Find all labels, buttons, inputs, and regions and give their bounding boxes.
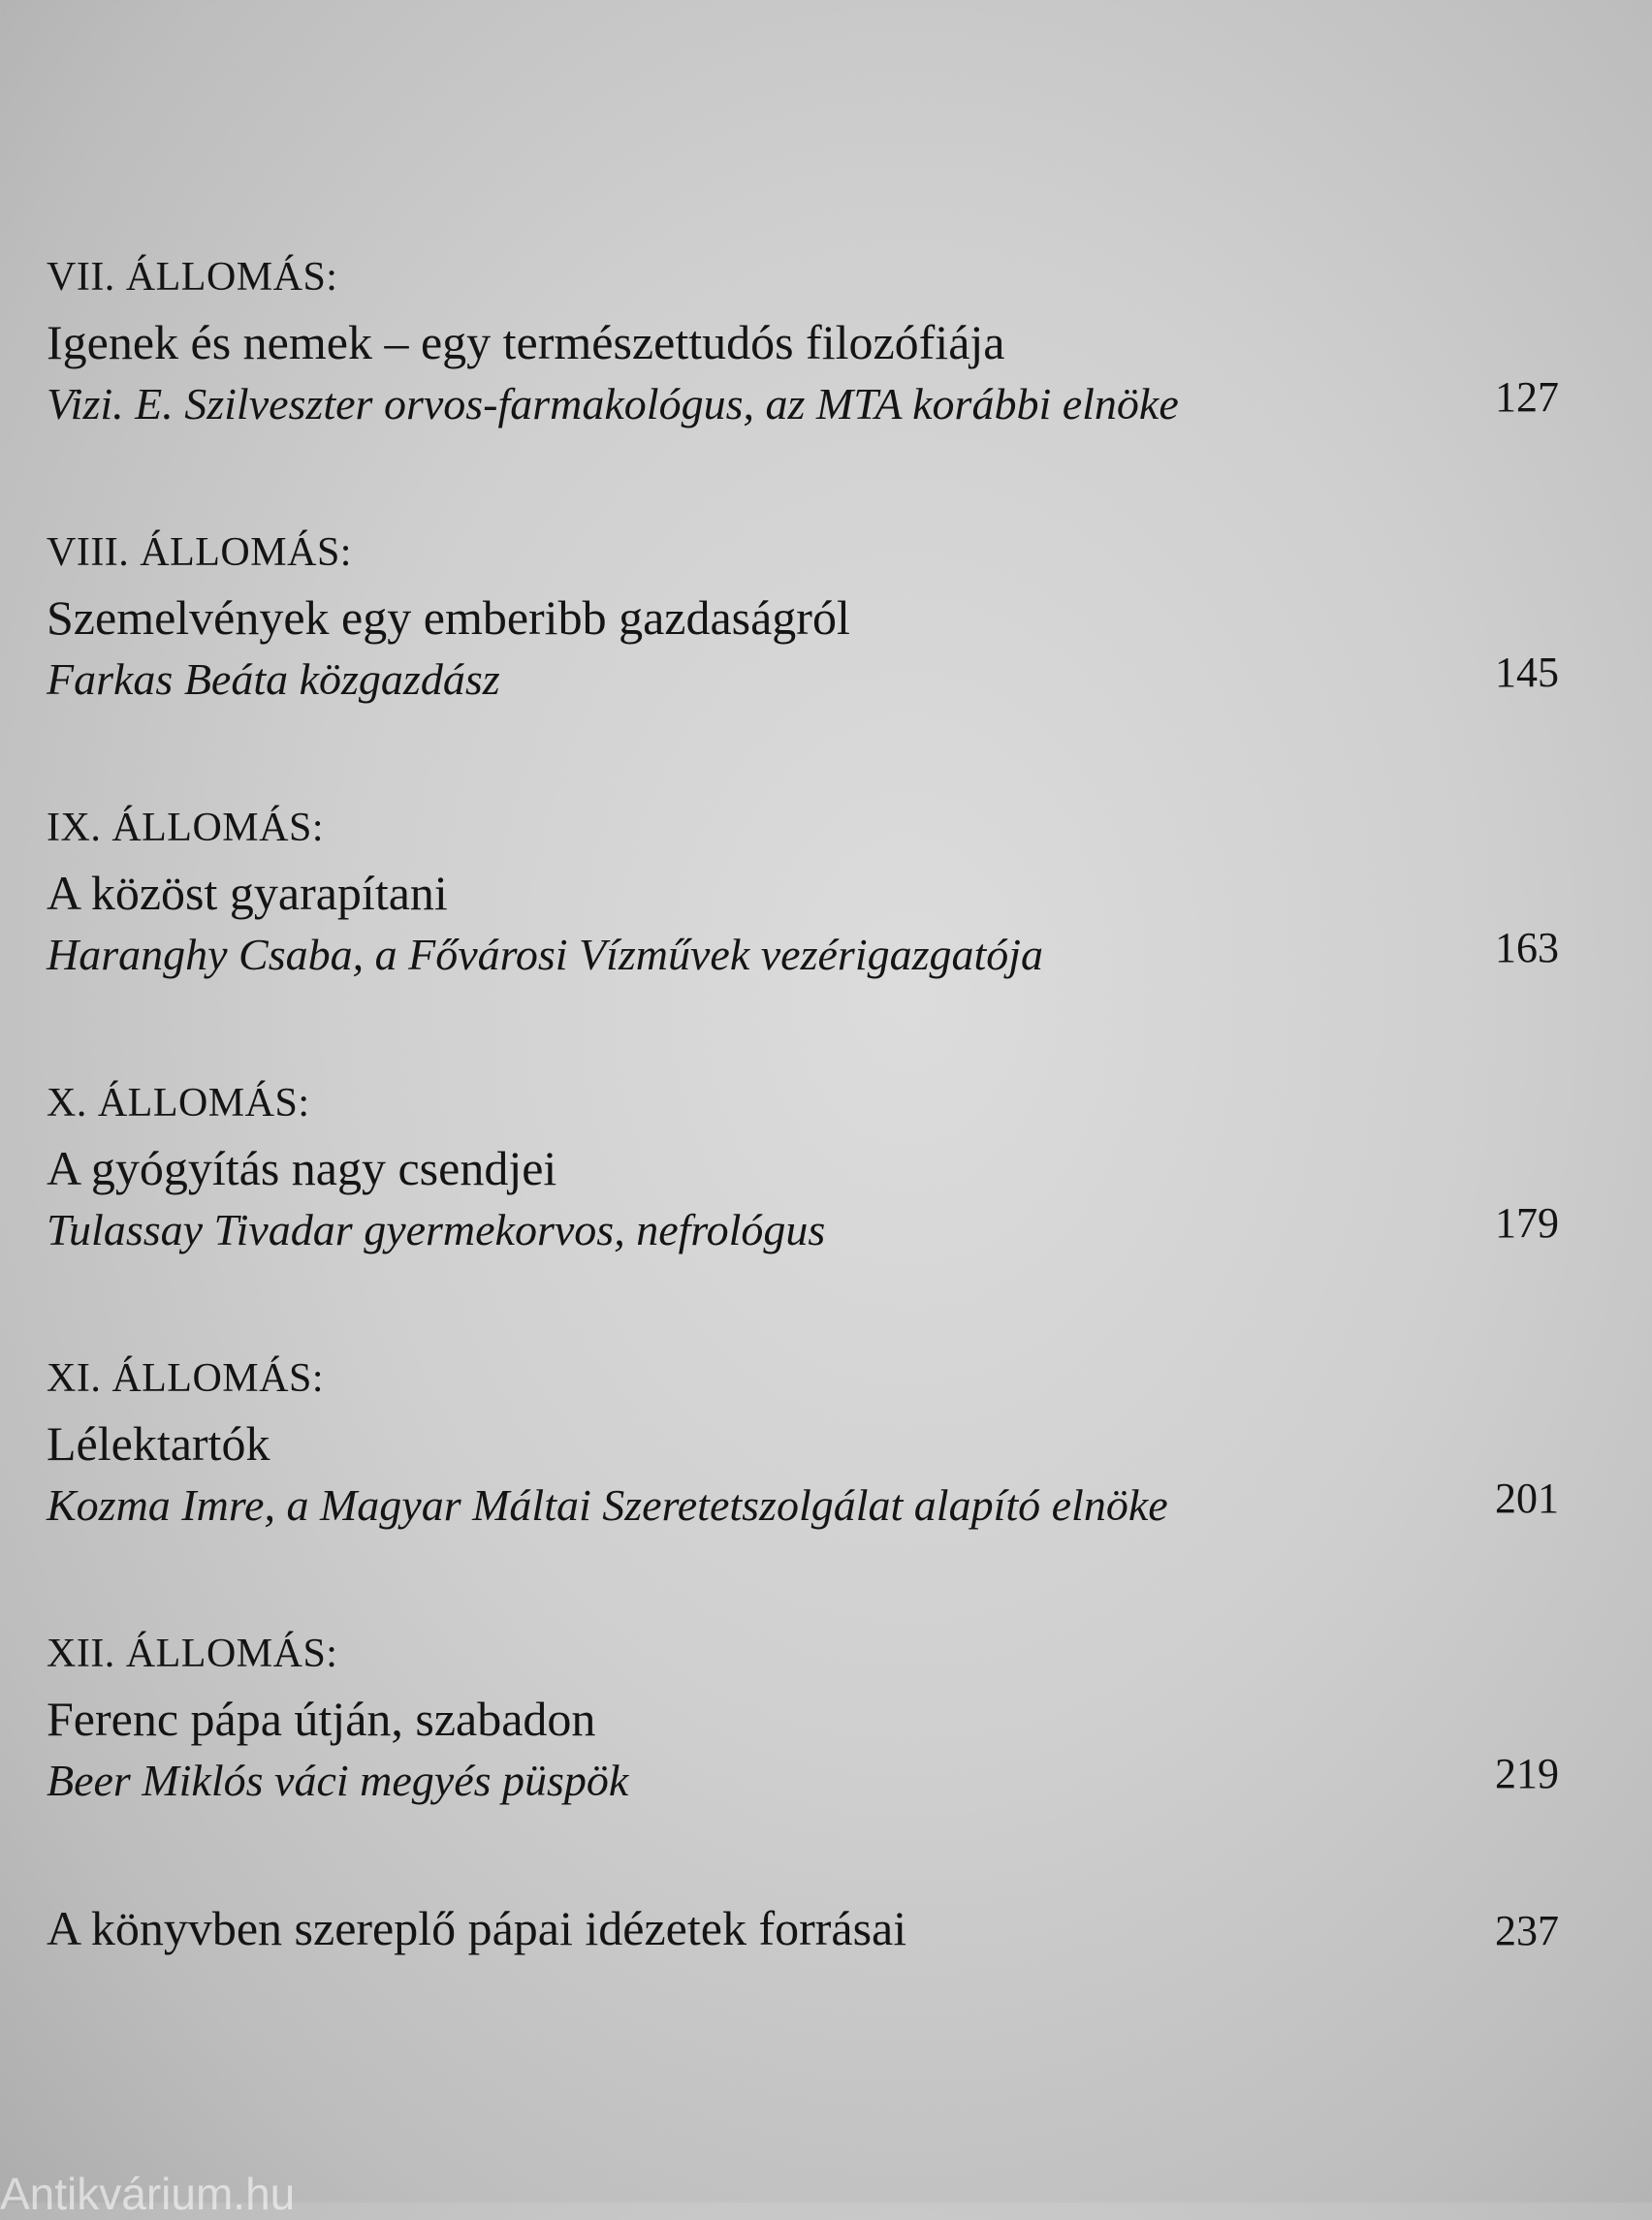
chapter-title: Igenek és nemek – egy természettudós filozófiája xyxy=(47,315,1005,369)
chapter-title: Lélektartók xyxy=(47,1416,270,1471)
page-number: 127 xyxy=(1495,373,1559,421)
chapter-author: Beer Miklós váci megyés püspök xyxy=(47,1756,629,1805)
chapter-author: Kozma Imre, a Magyar Máltai Szeretetszolgálat alapító elnöke xyxy=(47,1480,1168,1530)
chapter-title: Ferenc pápa útján, szabadon xyxy=(47,1692,596,1746)
toc-entry xyxy=(47,805,1559,1080)
chapter-title: A gyógyítás nagy csendjei xyxy=(47,1141,557,1195)
chapter-author: Farkas Beáta közgazdász xyxy=(47,654,500,704)
watermark-logo: Antikvárium.hu xyxy=(0,2169,296,2219)
page-number: 237 xyxy=(1495,1907,1559,1954)
toc-final-entry xyxy=(47,1900,1559,1978)
station-label: XII. ÁLLOMÁS: xyxy=(47,1632,338,1676)
page-number: 163 xyxy=(1495,924,1559,971)
toc-entry xyxy=(47,254,1559,529)
chapter-title: Szemelvények egy emberibb gazdaságról xyxy=(47,590,850,645)
chapter-title: A közöst gyarapítani xyxy=(47,866,448,920)
toc-entry xyxy=(47,529,1559,805)
page-number: 219 xyxy=(1495,1750,1559,1797)
toc-entry xyxy=(47,1355,1559,1631)
chapter-author: Tulassay Tivadar gyermekorvos, nefrológus xyxy=(47,1205,826,1254)
page-number: 201 xyxy=(1495,1475,1559,1522)
toc-entry xyxy=(47,1631,1559,1906)
station-label: X. ÁLLOMÁS: xyxy=(47,1081,310,1126)
station-label: VIII. ÁLLOMÁS: xyxy=(47,530,352,575)
station-label: XI. ÁLLOMÁS: xyxy=(47,1356,324,1401)
toc-entry xyxy=(47,1080,1559,1355)
page-number: 145 xyxy=(1495,649,1559,696)
chapter-title: A könyvben szereplő pápai idézetek forrásai xyxy=(47,1901,907,1955)
station-label: IX. ÁLLOMÁS: xyxy=(47,806,324,850)
page-number: 179 xyxy=(1495,1199,1559,1247)
chapter-author: Haranghy Csaba, a Fővárosi Vízművek vezérigazgatója xyxy=(47,930,1044,979)
table-of-contents xyxy=(47,254,1559,1978)
station-label: VII. ÁLLOMÁS: xyxy=(47,255,338,300)
chapter-author: Vizi. E. Szilveszter orvos-farmakológus, az MTA korábbi elnöke xyxy=(47,379,1179,428)
